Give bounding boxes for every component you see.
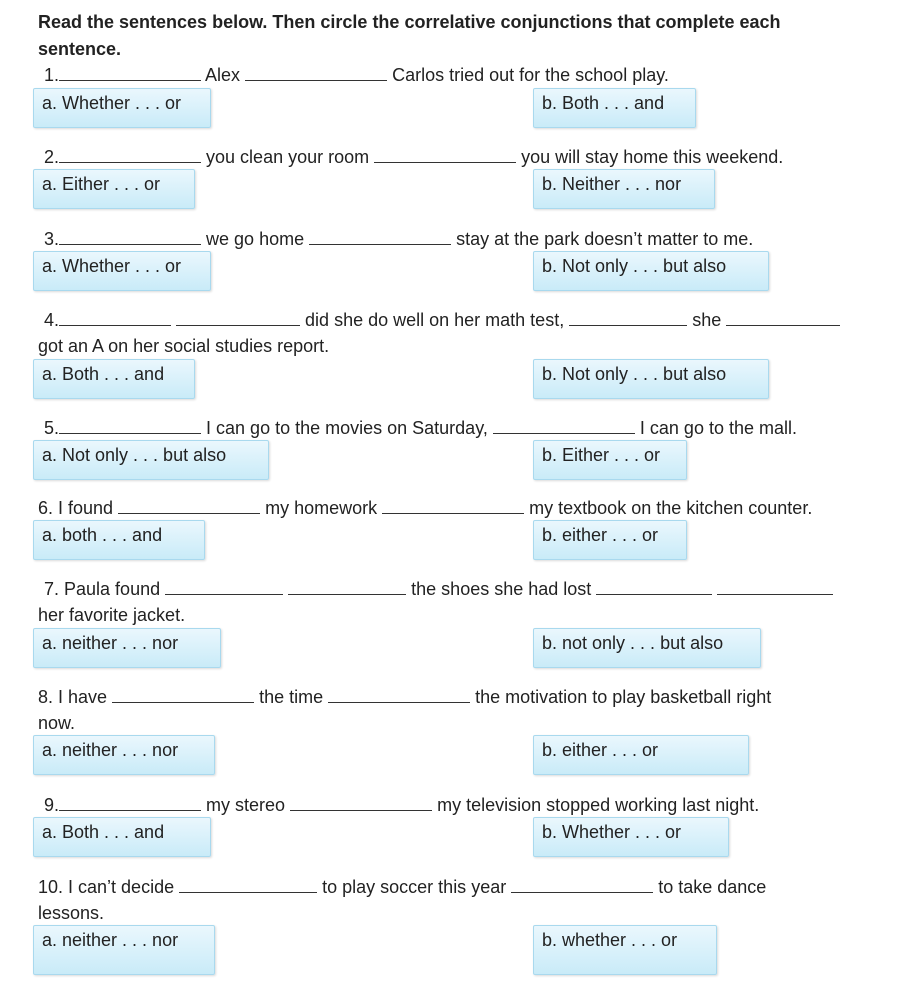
question-3-option-b[interactable]: b. Not only . . . but also	[533, 251, 769, 291]
answer-blank[interactable]	[176, 309, 300, 326]
answer-blank[interactable]	[112, 686, 254, 703]
answer-blank[interactable]	[374, 146, 516, 163]
question-8-option-a[interactable]: a. neither . . . nor	[33, 735, 215, 775]
question-2-option-b[interactable]: b. Neither . . . nor	[533, 169, 715, 209]
question-4-option-b[interactable]: b. Not only . . . but also	[533, 359, 769, 399]
answer-blank[interactable]	[165, 578, 283, 595]
answer-blank[interactable]	[726, 309, 840, 326]
answer-blank[interactable]	[179, 876, 317, 893]
question-8-sentence: 8. I have the time the motivation to play basketball right	[38, 687, 772, 707]
question-7-continuation: her favorite jacket.	[38, 605, 186, 625]
answer-blank[interactable]	[290, 794, 432, 811]
answer-blank[interactable]	[511, 876, 653, 893]
answer-blank[interactable]	[118, 497, 260, 514]
question-6-sentence: 6. I found my homework my textbook on the kitchen counter.	[38, 498, 813, 518]
instructions: Read the sentences below. Then circle the correlative conjunctions that complete each sentence.	[38, 12, 781, 59]
answer-blank[interactable]	[59, 309, 171, 326]
question-6-option-b[interactable]: b. either . . . or	[533, 520, 687, 560]
answer-blank[interactable]	[328, 686, 470, 703]
question-5-sentence: 5. I can go to the movies on Saturday, I can go to the mall.	[44, 418, 797, 438]
question-10-option-b[interactable]: b. whether . . . or	[533, 925, 717, 975]
question-8-continuation: now.	[38, 713, 76, 733]
question-10-continuation: lessons.	[38, 903, 105, 923]
answer-blank[interactable]	[596, 578, 712, 595]
question-10-option-a[interactable]: a. neither . . . nor	[33, 925, 215, 975]
question-4-sentence: 4. did she do well on her math test, she	[44, 309, 840, 331]
question-7-sentence: 7. Paula found the shoes she had lost	[44, 578, 833, 600]
question-7-option-b[interactable]: b. not only . . . but also	[533, 628, 761, 668]
question-10-sentence: 10. I can’t decide to play soccer this year to take dance	[38, 877, 767, 897]
answer-blank[interactable]	[569, 309, 687, 326]
answer-blank[interactable]	[59, 64, 201, 81]
question-4-continuation: got an A on her social studies report.	[38, 336, 330, 356]
question-3-sentence: 3. we go home stay at the park doesn’t matter to me.	[44, 229, 754, 249]
question-1-option-b[interactable]: b. Both . . . and	[533, 88, 696, 128]
answer-blank[interactable]	[59, 146, 201, 163]
question-1-sentence: 1. Alex Carlos tried out for the school play.	[44, 65, 669, 85]
answer-blank[interactable]	[288, 578, 406, 595]
question-9-sentence: 9. my stereo my television stopped working last night.	[44, 795, 760, 815]
answer-blank[interactable]	[382, 497, 524, 514]
answer-blank[interactable]	[245, 64, 387, 81]
answer-blank[interactable]	[59, 417, 201, 434]
question-9-option-b[interactable]: b. Whether . . . or	[533, 817, 729, 857]
question-2-sentence: 2. you clean your room you will stay home this weekend.	[44, 147, 784, 167]
question-8-option-b[interactable]: b. either . . . or	[533, 735, 749, 775]
answer-blank[interactable]	[717, 578, 833, 595]
question-6-option-a[interactable]: a. both . . . and	[33, 520, 205, 560]
answer-blank[interactable]	[59, 794, 201, 811]
answer-blank[interactable]	[59, 228, 201, 245]
question-7-option-a[interactable]: a. neither . . . nor	[33, 628, 221, 668]
question-5-option-b[interactable]: b. Either . . . or	[533, 440, 687, 480]
question-2-option-a[interactable]: a. Either . . . or	[33, 169, 195, 209]
question-1-option-a[interactable]: a. Whether . . . or	[33, 88, 211, 128]
answer-blank[interactable]	[493, 417, 635, 434]
answer-blank[interactable]	[309, 228, 451, 245]
question-5-option-a[interactable]: a. Not only . . . but also	[33, 440, 269, 480]
question-3-option-a[interactable]: a. Whether . . . or	[33, 251, 211, 291]
question-9-option-a[interactable]: a. Both . . . and	[33, 817, 211, 857]
question-4-option-a[interactable]: a. Both . . . and	[33, 359, 195, 399]
